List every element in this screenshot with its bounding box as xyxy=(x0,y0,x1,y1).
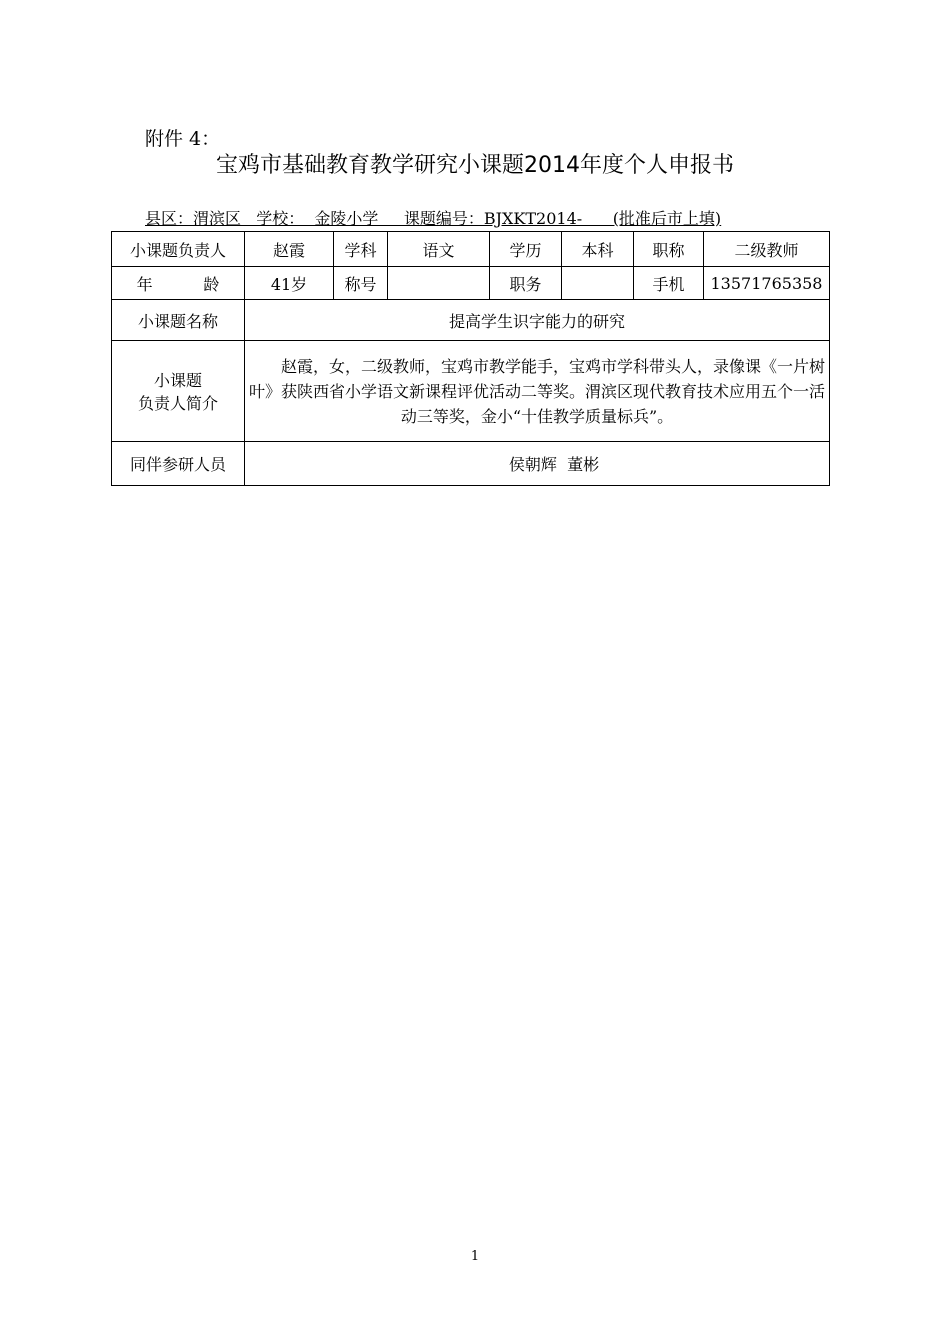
honor-label: 称号 xyxy=(334,267,388,300)
intro-label-line2: 负责人简介 xyxy=(137,394,218,413)
subject-value: 语文 xyxy=(388,232,490,267)
application-form-table xyxy=(111,231,830,486)
page-number: 1 xyxy=(470,1249,480,1264)
intro-label xyxy=(112,341,245,442)
topic-label: 小课题名称 xyxy=(112,300,245,341)
position-title-value: 二级教师 xyxy=(704,232,830,267)
meta-line: 县区：渭滨区 学校： 金陵小学 课题编号：BJXKT2014- (批准后市上填) xyxy=(145,209,722,228)
age-value: 41岁 xyxy=(245,267,334,300)
education-label: 学历 xyxy=(490,232,562,267)
form-row-topic xyxy=(112,300,830,341)
education-value: 本科 xyxy=(562,232,634,267)
document-title: 宝鸡市基础教育教学研究小课题2014年度个人申报书 xyxy=(216,153,734,178)
intro-label-line1: 小课题 xyxy=(153,371,202,390)
leader-label: 小课题负责人 xyxy=(112,232,245,267)
duty-value xyxy=(562,267,634,300)
phone-value: 13571765358 xyxy=(704,267,830,300)
topic-value: 提高学生识字能力的研究 xyxy=(245,300,830,341)
age-label: 年 龄 xyxy=(112,267,245,300)
leader-value: 赵霞 xyxy=(245,232,334,267)
form-row-partners xyxy=(112,442,830,486)
form-row-intro xyxy=(112,341,830,442)
position-title-label: 职称 xyxy=(634,232,704,267)
duty-label: 职务 xyxy=(490,267,562,300)
form-row-age xyxy=(112,267,830,300)
attachment-label: 附件 4： xyxy=(145,128,221,150)
subject-label: 学科 xyxy=(334,232,388,267)
phone-label: 手机 xyxy=(634,267,704,300)
partners-label: 同伴参研人员 xyxy=(112,442,245,486)
intro-text: 赵霞，女，二级教师，宝鸡市教学能手，宝鸡市学科带头人，录像课《一片树叶》获陕西省小学语文新课程评优活动二等奖。渭滨区现代教育技术应用五个一活动三等奖，金小“十佳教学质量标兵”。 xyxy=(245,341,830,442)
honor-value xyxy=(388,267,490,300)
partners-value: 侯朝辉 董彬 xyxy=(245,442,830,486)
form-row-leader xyxy=(112,232,830,267)
